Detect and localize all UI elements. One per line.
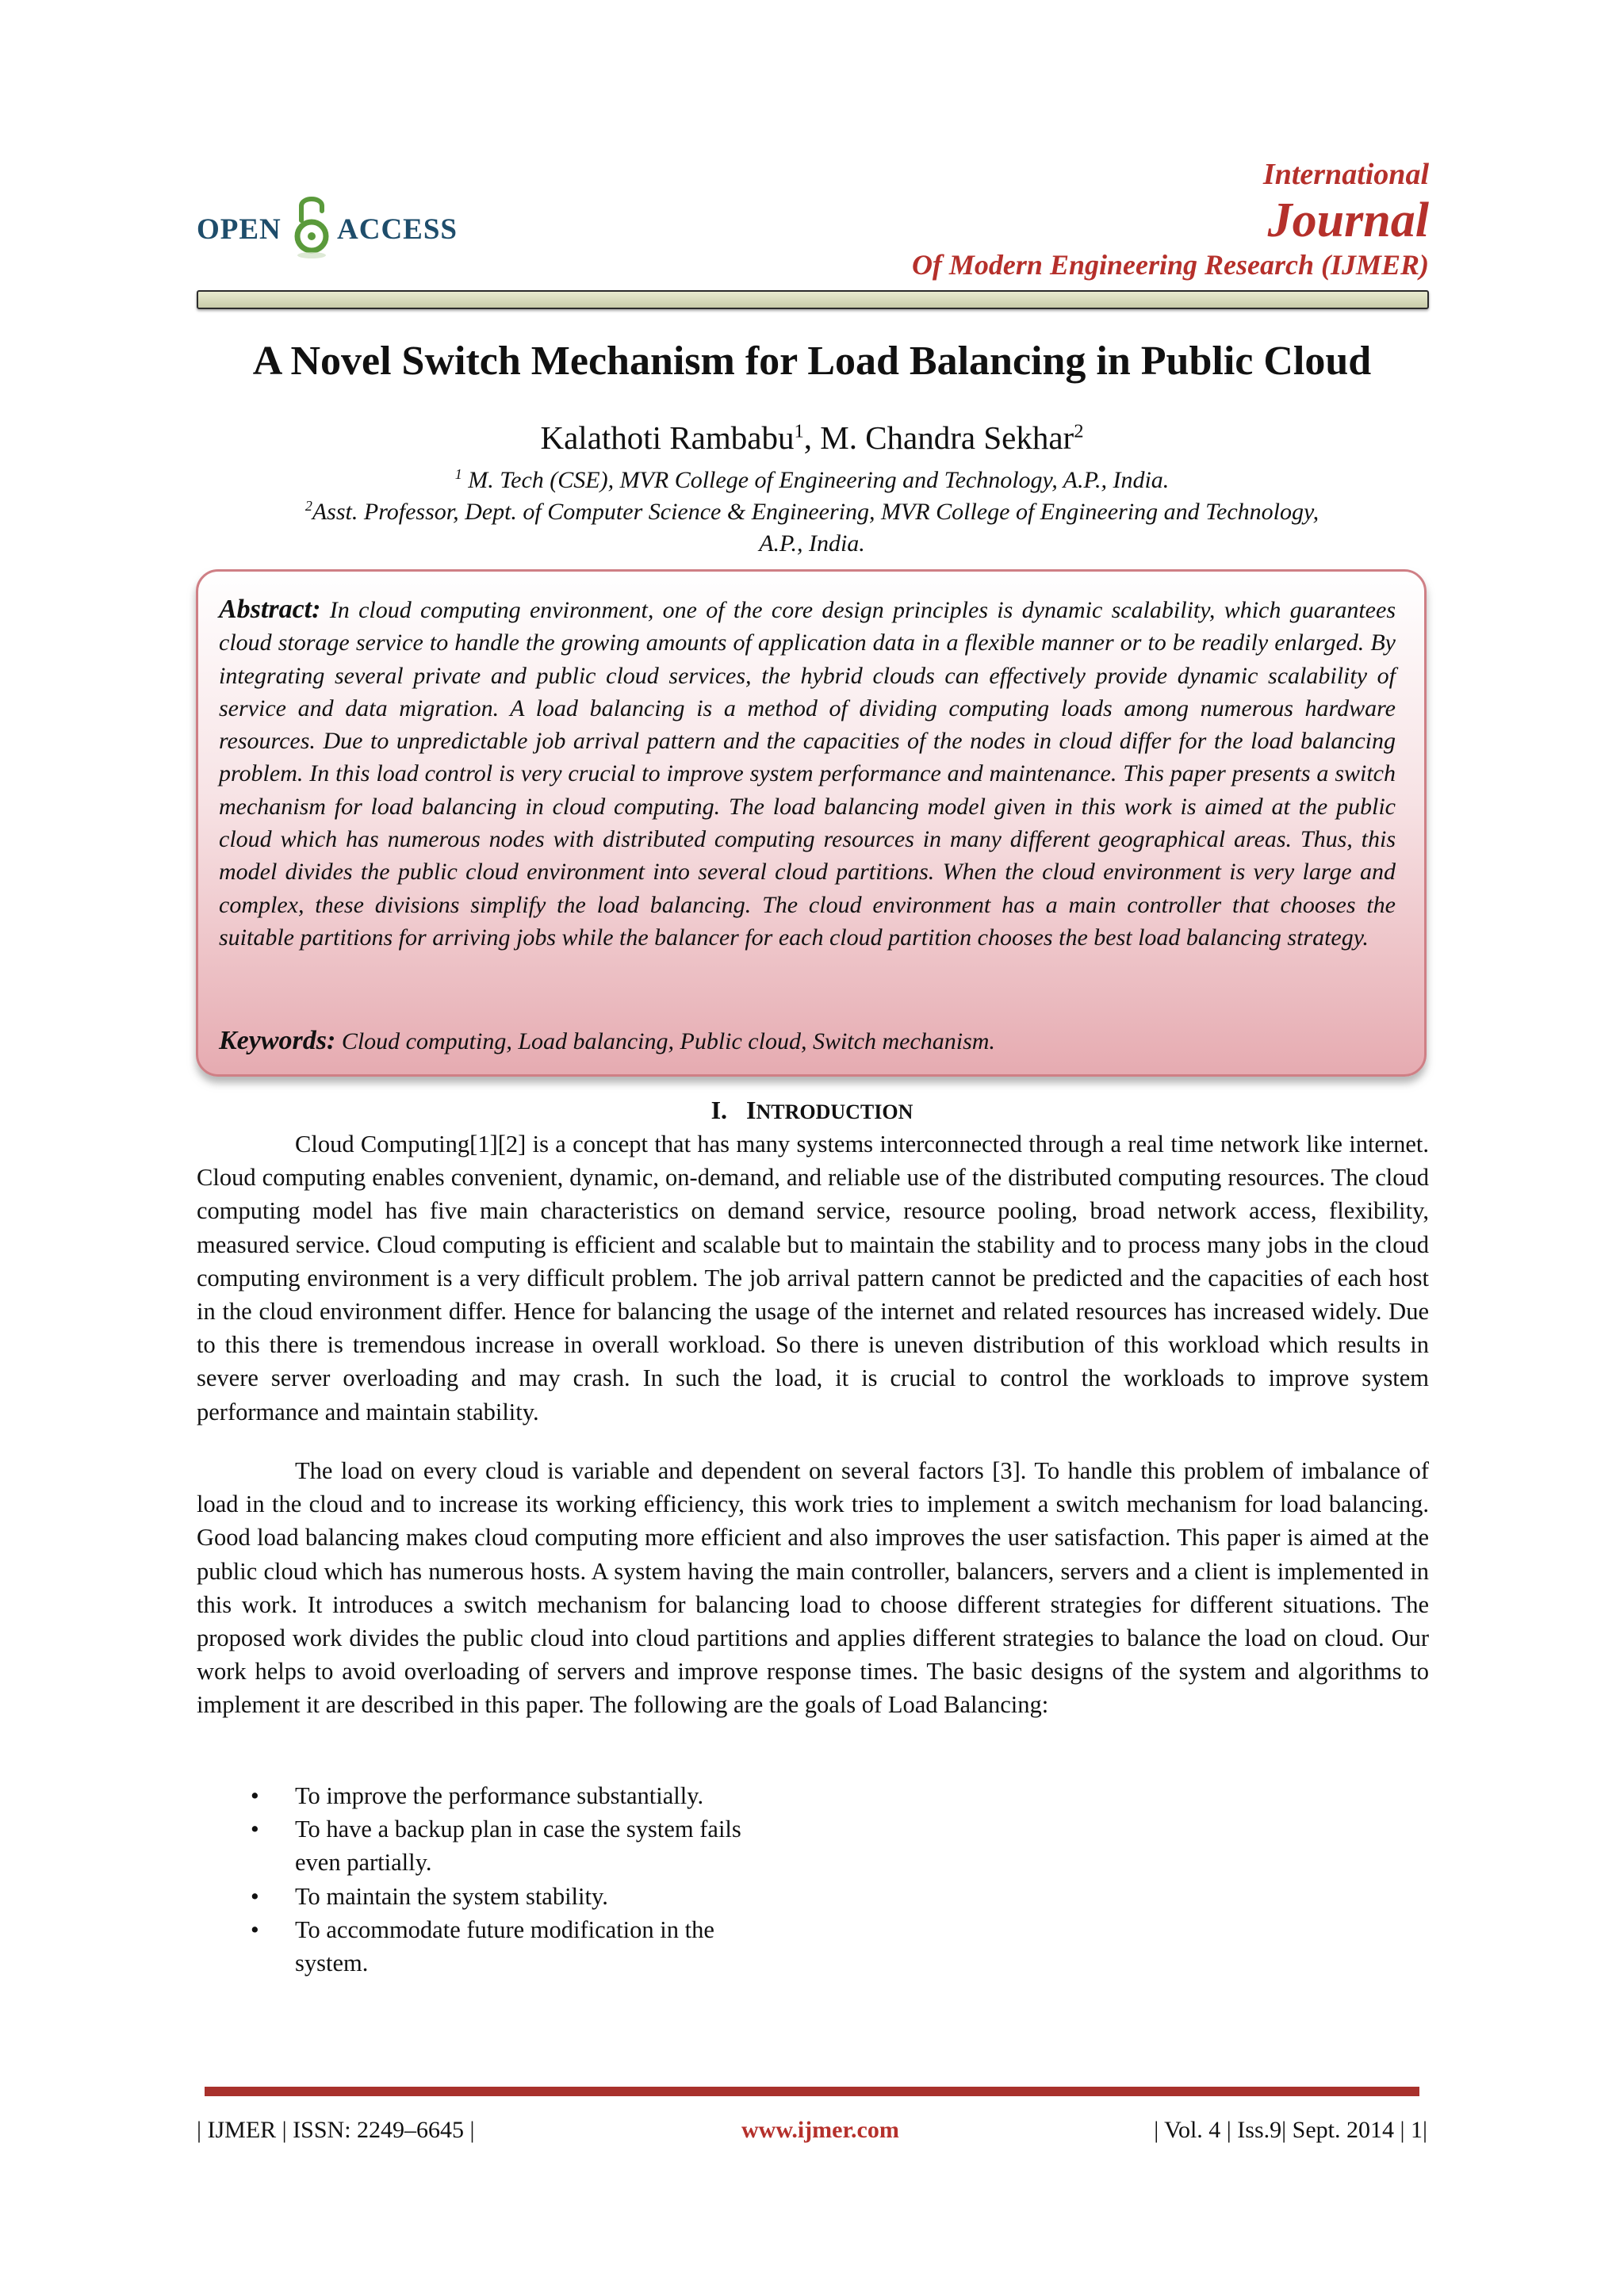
author-2: M. Chandra Sekhar	[820, 419, 1074, 456]
list-item	[197, 1779, 771, 1812]
journal-title: Journal	[1267, 193, 1429, 247]
abstract	[219, 593, 1396, 954]
open-access-open-label: OPEN	[197, 213, 282, 246]
intro-paragraph-2-text: The load on every cloud is variable and dependent on several factors [3]. To handle this problem of imbalance of load in the cloud and to increase its working efficiency, this work tries to implement a switch mechanism for load balancing. Good load balancing makes cloud computing more efficient and also improves the user satisfaction. This paper is aimed at the public cloud which has numerous hosts. A system having the main controller, balancers, servers and a client is implemented in this work. It introduces a switch mechanism for balancing load to choose different strategies for different situations. The proposed work divides the public cloud into cloud partitions and applies different strategies to balance the load on cloud. Our work helps to avoid overloading of servers and improve response times. The basic designs of the system and algorithms to implement it are described in this paper. The following are the goals of Load Balancing:	[197, 1457, 1429, 1719]
list-item-text: To have a backup plan in case the system fails even partially.	[295, 1816, 741, 1877]
list-item-text: To maintain the system stability.	[295, 1882, 608, 1910]
abstract-body: In cloud computing environment, one of the core design principles is dynamic scalability, which guarantees cloud storage service to handle the growing amounts of application data in a flexible manner or to be readily enlarged. By integrating several private and public cloud services, the hybrid clouds can effectively provide dynamic scalability of service and data migration. A load balancing is a method of dividing computing loads among numerous hardware resources. Due to unpredictable job arrival pattern and the capacities of the nodes in cloud differ for the load balancing problem. In this load control is very crucial to improve system performance and maintenance. This paper presents a switch mechanism for load balancing in cloud computing. The load balancing model given in this work is aimed at the public cloud which has numerous nodes with distributed computing resources in many different geographical areas. Thus, this model divides the public cloud environment into several cloud partitions. When the cloud environment is very large and complex, these divisions simplify the load balancing. The cloud environment has a main controller that chooses the suitable partitions for arriving jobs while the balancer for each cloud partition chooses the best load balancing strategy.	[219, 597, 1396, 951]
section-heading-introduction	[127, 1094, 1497, 1128]
bullet-icon: •	[251, 1882, 259, 1910]
journal-subtitle: Of Modern Engineering Research (IJMER)	[911, 249, 1429, 281]
affiliation-1-mark: 1	[454, 466, 462, 482]
author-1-affiliation-mark: 1	[794, 420, 804, 442]
footer-volume-page: | Vol. 4 | Iss.9| Sept. 2014 | 1|	[1154, 2117, 1427, 2143]
affiliation-2-mark: 2	[304, 498, 312, 514]
footer-website-link[interactable]: www.ijmer.com	[741, 2117, 899, 2143]
keywords-label: Keywords:	[219, 1026, 336, 1055]
list-item-text: To improve the performance substantially.	[295, 1782, 704, 1809]
bullet-icon: •	[251, 1782, 259, 1809]
paper-title: A Novel Switch Mechanism for Load Balancing in Public Cloud	[252, 339, 1372, 384]
intro-paragraph-1-text: Cloud Computing[1][2] is a concept that has many systems interconnected through a real time network like internet. Cloud computing enables convenient, dynamic, on-demand, and reliable use of the distributed computing resources. The cloud computing model has five main characteristics on demand service, resource pooling, broad network access, flexibility, measured service. Cloud computing is efficient and scalable but to maintain the stability and to process many jobs in the cloud computing environment is a very difficult problem. The job arrival pattern cannot be predicted and the capacities of each host in the cloud environment differ. Hence for balancing the usage of the internet and related resources has increased widely. Due to this there is tremendous increase in overall workload. So there is uneven distribution of this workload which results in severe server overloading and may crash. In such the load, it is crucial to control the workloads to improve system performance and maintain stability.	[197, 1131, 1429, 1425]
list-item	[197, 1812, 771, 1879]
intro-paragraph-1	[197, 1127, 1429, 1429]
bullet-icon: •	[251, 1915, 259, 1943]
journal-masthead	[912, 155, 1429, 282]
list-item-text: To accommodate future modification in the system.	[295, 1915, 714, 1977]
section-heading-initial: I	[746, 1096, 756, 1124]
author-1: Kalathoti Rambabu	[540, 419, 795, 456]
keywords-list: Cloud computing, Load balancing, Public cloud, Switch mechanism.	[335, 1028, 995, 1054]
affiliation-2-text: Asst. Professor, Dept. of Computer Science & Engineering, MVR College of Engineering and Technology,	[312, 499, 1320, 525]
list-item	[197, 1880, 771, 1913]
affiliation-1	[127, 465, 1497, 496]
bullet-icon: •	[251, 1816, 259, 1843]
open-access-lock-icon	[293, 189, 330, 260]
section-heading-rest: NTRODUCTION	[756, 1100, 914, 1123]
keywords	[219, 1024, 1396, 1058]
open-access-access-label: ACCESS	[337, 213, 458, 246]
section-number: I.	[710, 1096, 728, 1124]
affiliation-2-continued: A.P., India.	[759, 530, 865, 557]
header-divider-bar	[197, 290, 1429, 309]
journal-international: International	[1262, 158, 1429, 191]
intro-paragraph-2	[197, 1454, 1429, 1722]
author-2-affiliation-mark: 2	[1074, 420, 1084, 442]
affiliation-2	[127, 496, 1497, 528]
footer-divider-bar	[205, 2087, 1419, 2096]
footer-issn: | IJMER | ISSN: 2249–6645 |	[197, 2117, 475, 2143]
affiliation-1-text: M. Tech (CSE), MVR College of Engineering and Technology, A.P., India.	[462, 467, 1170, 493]
author-separator: ,	[803, 419, 821, 456]
goals-list	[197, 1779, 910, 1980]
paper-authors	[127, 417, 1497, 458]
list-item	[197, 1913, 771, 1980]
abstract-label: Abstract:	[219, 595, 321, 624]
